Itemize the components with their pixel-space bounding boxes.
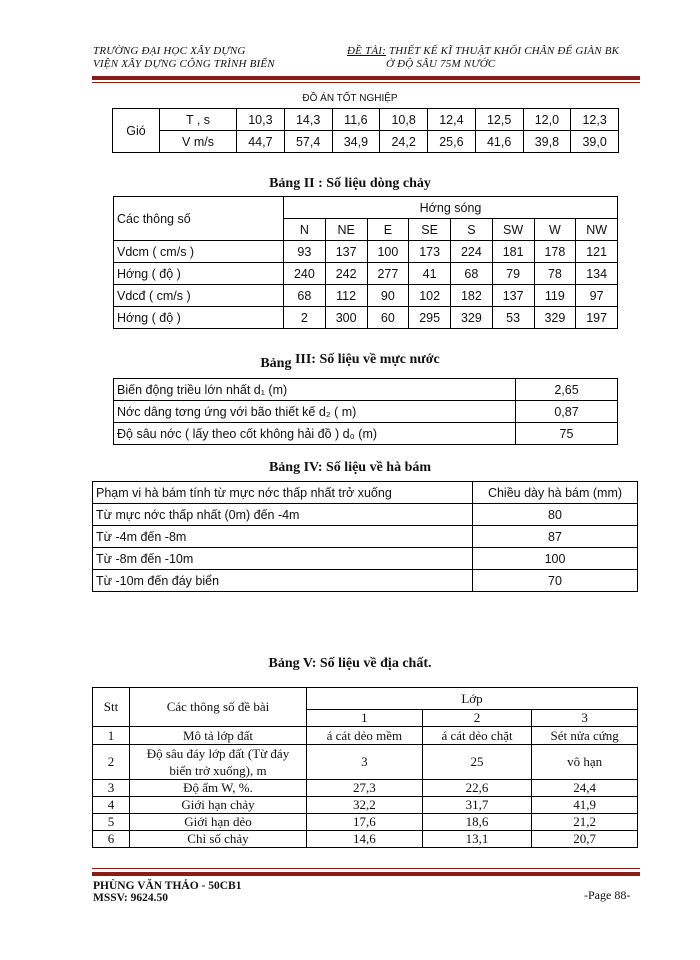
table5-cell: 18,6 — [422, 814, 532, 831]
table2-cell: 137 — [492, 285, 534, 307]
footer-rule-thick — [92, 872, 640, 876]
wind-cell: 44,7 — [237, 131, 285, 153]
institute-name: VIỆN XÂY DỰNG CÔNG TRÌNH BIỂN — [93, 58, 275, 70]
wind-row-label: V m/s — [160, 131, 237, 153]
table2-row-label: Vdcđ ( cm/s ) — [114, 285, 284, 307]
table2-cell: 197 — [576, 307, 618, 329]
table4-thickness: 87 — [473, 526, 638, 548]
table5-title: Bảng V: Số liệu về địa chất. — [268, 656, 432, 671]
table2-cell: 78 — [534, 263, 576, 285]
table2-cell: 41 — [409, 263, 451, 285]
table5-cell: 17,6 — [307, 814, 423, 831]
marine-growth-table — [92, 481, 638, 592]
table5-param: Mô tả lớp đất — [130, 727, 307, 745]
table4-range: Từ mực nớc thấp nhất (0m) đến -4m — [93, 504, 473, 526]
wind-cell: 12,5 — [475, 109, 523, 131]
table3-title-prefix: Bảng — [260, 356, 292, 371]
table5-stt: 5 — [93, 814, 130, 831]
table4-row — [93, 548, 638, 570]
table2-cell: 60 — [367, 307, 409, 329]
table5-row — [93, 745, 638, 780]
table2-cell: 79 — [492, 263, 534, 285]
table5-cell: 31,7 — [422, 797, 532, 814]
table3-row — [114, 401, 618, 423]
table2-cell: 242 — [325, 263, 367, 285]
table2-cell: 224 — [451, 241, 493, 263]
table5-cell: 20,7 — [532, 831, 638, 848]
table4-range: Từ -8m đến -10m — [93, 548, 473, 570]
table2-cell: 112 — [325, 285, 367, 307]
table5-stt: 6 — [93, 831, 130, 848]
table4-range-header: Phạm vi hà bám tính từ mực nớc thấp nhất trở xuống — [93, 482, 473, 504]
table2-row-label: Hớng ( độ ) — [114, 307, 284, 329]
table2-cell: 97 — [576, 285, 618, 307]
table5-param: Giới hạn chảy — [130, 797, 307, 814]
table2-cell: 277 — [367, 263, 409, 285]
geology-table — [92, 687, 638, 848]
wind-cell: 12,0 — [523, 109, 571, 131]
table2-cell: 240 — [284, 263, 326, 285]
table2-cell: 119 — [534, 285, 576, 307]
table2-cell: 178 — [534, 241, 576, 263]
layer-number: 2 — [422, 710, 532, 727]
table5-cell: á cát dẻo chặt — [422, 727, 532, 745]
table3-value: 75 — [516, 423, 618, 445]
table2-cell: 329 — [451, 307, 493, 329]
table5-cell: 24,4 — [532, 780, 638, 797]
table5-param: Chỉ số chảy — [130, 831, 307, 848]
direction-cell: W — [534, 219, 576, 241]
table2-cell: 53 — [492, 307, 534, 329]
wind-cell: 14,3 — [284, 109, 332, 131]
table5-param-line: Độ sâu đáy lớp đất (Từ đáy — [146, 746, 290, 761]
table2-title: Bảng II : Số liệu dòng chảy — [269, 176, 431, 191]
table2-cell: 68 — [451, 263, 493, 285]
page-number: -Page 88- — [584, 888, 631, 902]
table5-header-row — [93, 688, 638, 710]
table5-param-line: biển trở xuống), m — [169, 763, 267, 778]
table2-cell: 68 — [284, 285, 326, 307]
table2-cell: 2 — [284, 307, 326, 329]
table5-cell: 13,1 — [422, 831, 532, 848]
layer-number: 3 — [532, 710, 638, 727]
header-rule-thin — [92, 82, 640, 83]
table5-row — [93, 831, 638, 848]
table5-param: Giới hạn dẻo — [130, 814, 307, 831]
direction-cell: S — [451, 219, 493, 241]
table5-cell: Sét nửa cứng — [532, 727, 638, 745]
table2-row — [114, 285, 618, 307]
direction-cell: SW — [492, 219, 534, 241]
footer-author-block — [93, 880, 241, 904]
table4-thickness-header: Chiều dày hà bám (mm) — [473, 482, 638, 504]
table5-cell: 22,6 — [422, 780, 532, 797]
topic-line-2: Ở ĐỘ SÂU 75M NƯỚC — [386, 58, 496, 70]
table5-layer-header: Lớp — [307, 688, 638, 710]
table4-header-row — [93, 482, 638, 504]
wind-row-period — [113, 109, 619, 131]
wind-cell: 24,2 — [380, 131, 428, 153]
table5-row — [93, 797, 638, 814]
table2-group-header: Hớng sóng — [284, 197, 618, 219]
table4-thickness: 80 — [473, 504, 638, 526]
table3-label: Nớc dâng tơng ứng với bão thiết kế d₂ ( m) — [114, 401, 516, 423]
table3-label: Biến động triều lớn nhất d₁ (m) — [114, 379, 516, 401]
table4-title: Bảng IV: Số liệu về hà bám — [268, 460, 432, 475]
table4-range: Từ -10m đến đáy biển — [93, 570, 473, 592]
wind-cell: 57,4 — [284, 131, 332, 153]
table5-cell: 32,2 — [307, 797, 423, 814]
thesis-subtitle: ĐỒ ÁN TỐT NGHIỆP — [302, 93, 398, 104]
wind-cell: 12,3 — [571, 109, 619, 131]
direction-cell: E — [367, 219, 409, 241]
table2-cell: 173 — [409, 241, 451, 263]
header-rule-thick — [92, 76, 640, 80]
wind-cell: 39,0 — [571, 131, 619, 153]
table2-param-header: Các thông số — [114, 197, 284, 241]
table3-title-rest: III: Số liệu về mực nước — [294, 352, 440, 367]
direction-cell: NW — [576, 219, 618, 241]
topic-line-1: THIẾT KẾ KĨ THUẬT KHỐI CHÂN ĐẾ GIÀN BK — [388, 45, 620, 57]
table3-row — [114, 423, 618, 445]
header-right — [347, 45, 619, 71]
table5-stt: 2 — [93, 745, 130, 780]
direction-cell: NE — [325, 219, 367, 241]
table2-row — [114, 263, 618, 285]
table5-cell: á cát dẻo mềm — [307, 727, 423, 745]
table5-param-header: Các thông số đề bài — [130, 688, 307, 727]
current-table — [113, 196, 618, 329]
footer-student-id: MSSV: 9624.50 — [93, 892, 168, 904]
wind-cell: 25,6 — [428, 131, 476, 153]
table5-cell: 3 — [307, 745, 423, 780]
table2-cell: 121 — [576, 241, 618, 263]
table4-thickness: 70 — [473, 570, 638, 592]
table5-cell: 27,3 — [307, 780, 423, 797]
footer-rule-thin — [92, 868, 640, 869]
wind-cell: 39,8 — [523, 131, 571, 153]
table2-cell: 182 — [451, 285, 493, 307]
table4-row — [93, 526, 638, 548]
table5-cell: 21,2 — [532, 814, 638, 831]
table5-cell: 14,6 — [307, 831, 423, 848]
wind-cell: 41,6 — [475, 131, 523, 153]
wind-row-label: T , s — [160, 109, 237, 131]
table2-cell: 102 — [409, 285, 451, 307]
direction-cell: SE — [409, 219, 451, 241]
table5-cell: 41,9 — [532, 797, 638, 814]
wind-group-label: Gió — [113, 109, 160, 153]
footer-author: PHÙNG VĂN THẢO - 50CB1 — [93, 880, 242, 892]
table5-row — [93, 727, 638, 745]
table2-cell: 134 — [576, 263, 618, 285]
table2-cell: 100 — [367, 241, 409, 263]
table2-cell: 295 — [409, 307, 451, 329]
table5-param: Độ ẩm W, %. — [130, 780, 307, 797]
table5-stt: 3 — [93, 780, 130, 797]
wind-cell: 12,4 — [428, 109, 476, 131]
layer-number: 1 — [307, 710, 423, 727]
table5-stt: 1 — [93, 727, 130, 745]
wind-row-speed — [113, 131, 619, 153]
table4-range: Từ -4m đến -8m — [93, 526, 473, 548]
wind-cell: 10,3 — [237, 109, 285, 131]
table3-label: Độ sâu nớc ( lấy theo cốt không hải đồ ) d₀ (m) — [114, 423, 516, 445]
university-name: TRƯỜNG ĐẠI HỌC XÂY DỰNG — [93, 45, 246, 57]
water-level-table — [113, 378, 618, 445]
table3-value: 0,87 — [516, 401, 618, 423]
table2-row — [114, 307, 618, 329]
table3-title — [0, 352, 700, 371]
table4-row — [93, 570, 638, 592]
wind-cell: 34,9 — [332, 131, 380, 153]
table2-header-row — [114, 197, 618, 219]
table5-cell: vô hạn — [532, 745, 638, 780]
table2-row-label: Hớng ( độ ) — [114, 263, 284, 285]
direction-cell: N — [284, 219, 326, 241]
wind-cell: 11,6 — [332, 109, 380, 131]
wind-table — [112, 108, 619, 153]
table5-cell: 25 — [422, 745, 532, 780]
table2-cell: 93 — [284, 241, 326, 263]
table5-row — [93, 814, 638, 831]
header-left — [93, 45, 275, 71]
table2-row-label: Vdcm ( cm/s ) — [114, 241, 284, 263]
table5-param — [130, 745, 307, 780]
table2-cell: 300 — [325, 307, 367, 329]
table4-row — [93, 504, 638, 526]
table4-thickness: 100 — [473, 548, 638, 570]
table2-row — [114, 241, 618, 263]
table5-row — [93, 780, 638, 797]
table2-cell: 181 — [492, 241, 534, 263]
table3-row — [114, 379, 618, 401]
table2-cell: 329 — [534, 307, 576, 329]
table3-value: 2,65 — [516, 379, 618, 401]
table5-stt-header: Stt — [93, 688, 130, 727]
wind-cell: 10,8 — [380, 109, 428, 131]
table2-cell: 90 — [367, 285, 409, 307]
table2-cell: 137 — [325, 241, 367, 263]
table5-stt: 4 — [93, 797, 130, 814]
topic-label: ĐỀ TÀI: — [347, 45, 386, 57]
